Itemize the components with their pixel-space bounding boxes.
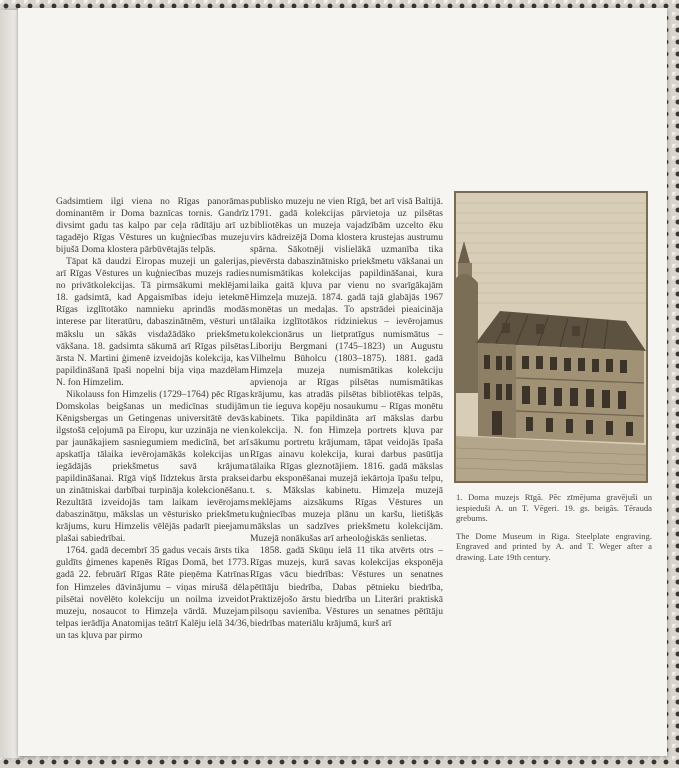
dome-museum-engraving <box>454 191 648 483</box>
paragraph: 1764. gadā decembrī 35 gadus vecais ārsts tika guldīts ģimenes kapenēs Rīgas Domā, bet 1773. gadā 22. februārī Rīgas Rāte pieņēma Katrīnas fon Himzeles dāvinājumu – viņas mirušā dēla pilsētai novēlēto kolekciju un noilma izveidot muzeju, nosaucot to Himzeļa vārdā. Muzejam telpas ierādīja Anatomijas teātrī Kalēju ielā 34/36, un tas kļuva par pirmo <box>56 545 249 641</box>
caption-latvian: 1. Doma muzejs Rīgā. Pēc zīmējuma gravējuši un iespieduši A. un T. Vēgeri. 19. gs. beigās. Tērauda grebums. <box>456 492 652 524</box>
paragraph: publisko muzeju ne vien Rīgā, bet arī visā Baltijā. 1791. gadā kolekcijas pārvietoja uz pilsētas bibliotēkas un muzeja vajadzībām uzcelto ēku virs kādreizējā Doma klostera krustejas austrumu spārna. Sākotnēji vislielākā uzmanība tika pievērsta dabaszinātnisko priekšmetu vākšanai un numismātikas kolekcijas papildināšanai, kura laika gaitā kļuva par vienu no svarīgākajām Himzeļa muzejā. 1874. gadā tajā glabājās 1967 monētas un medaļas. To apstrādei pieaicināja tālaika izglītotākos ridziniekus – ievērojamus kolekcionārus un lietpratīgus numismātus – Liboriju Bergmani (1745–1823) un Augustu Vilhelmu Būholcu (1803–1875). 1881. gadā Himzeļa muzeja numismātikas kolekciju apvienoja ar Rīgas pilsētas numismātikas krājumu, kas atradās pilsētas bibliotēkas telpās, un tie ieguva kopēju nosaukumu – Rīgas monētu kabinets. Tika papildināta arī mākslas darbu kolekcija. N. fon Himzeļa portrets kļuva par sākumu portretu krājumam, tāpat veidojās īpaša Rīgas ainavu kolekcija, kurai darbus pasūtīja tālaika Rīgas gleznotājiem. 1816. gadā mākslas darbu eksponēšanai muzejā iekārtoja īpašu telpu, t. s. Mākslas kabinetu. Himzeļa muzejā meklējams aizsākums Rīgas Vēstures un kuģniecības muzeja plānu un karšu, lietišķās mākslas un sadzīves priekšmetu kolekcijām. Muzejā nonākušas arī arheoloģiskās senlietas. <box>250 196 443 545</box>
paragraph: Gadsimtiem ilgi viena no Rīgas panorāmas dominantēm ir Doma baznīcas tornis. Gandrīz divsimt gadu tas kalpo par ceļa rādītāju arī uz tagadējo Rīgas Vēstures un kuģniecības muzeju bijušā Doma klostera pārbūvētajās telpās. <box>56 196 249 256</box>
caption-english: The Dome Museum in Riga. Steelplate engraving. Engraved and printed by A. and T. Weger after a drawing. Late 19th century. <box>456 530 652 562</box>
text-column-right <box>250 196 443 630</box>
figure-caption <box>456 492 652 570</box>
paragraph: 1858. gadā Skūņu ielā 11 tika atvērts otrs – Rīgas muzejs, kurā savas kolekcijas eksponēja Rīgas vācu biedrības: Vēstures un senatnes pētītāju biedrība, Dabas pētnieku biedrība, Praktizējošo ārstu biedrība un Literāri praktiskā pilsoņu savienība. Vēstures un senatnes pētītāju biedrības materiālu krājumā, kurš arī <box>250 545 443 629</box>
paragraph: Tāpat kā daudzi Eiropas muzeji un galerijas, arī Rīgas Vēstures un kuģniecības muzejs radies no privātkolekcijas. Tā pirmsākumi meklējami 18. gadsimtā, kad Apgaismības ideju ietekmē Rīgas izglītotāko namnieku aprindās modās interese par literatūru, dabaszinātnēm, vēsturi un mākslu un sākās visdažādāko priekšmetu vākšana. 18. gadsimta sākumā arī Rīgas pilsētas ārsta N. Martini ģimenē izveidojās kolekcija, kas papildināšanā īpaši nopelni bija viņa mazdēlam N. fon Himzelim. <box>56 256 249 388</box>
text-column-left <box>56 196 249 642</box>
book-page <box>18 8 667 756</box>
paragraph: Nikolauss fon Himzelis (1729–1764) pēc Rīgas Domskolas beigšanas un medicīnas studijām Kēnigsbergas un Getingenas universitātē devās ilgstošā ceļojumā pa Eiropu, kur uzzināja ne vien par jaunākajiem sasniegumiem medicīnā, bet arī apskatīja tālaika ievērojamākās kolekcijas un iegādājās priekšmetus savā krājuma papildināšanai. Rīgā viņš līdztekus ārsta praksei un zinātniskai darbībai turpināja kolekcionēšanu. Rezultātā izveidojās tam laikam ievērojams dabaszinātņu, mākslas un vēsturisko priekšmetu krājums, kuru Himzelis vēlējās padarīt pieejamu plašai sabiedrībai. <box>56 388 249 545</box>
